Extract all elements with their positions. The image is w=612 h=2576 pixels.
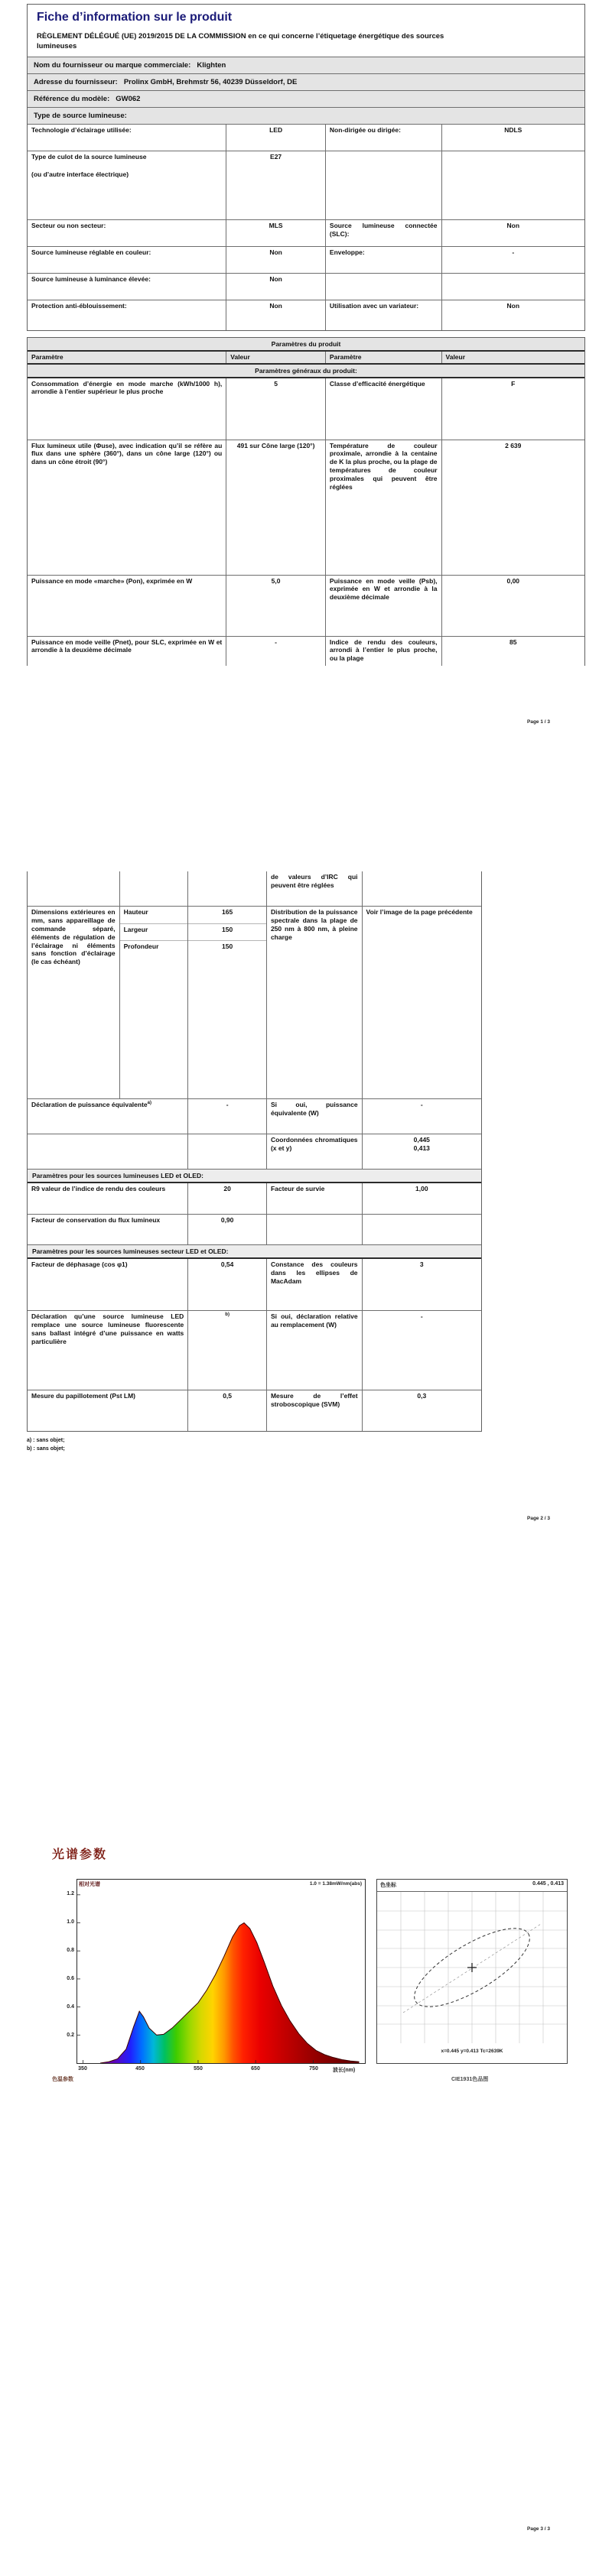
page-title: Fiche d’information sur le produit bbox=[37, 11, 233, 24]
param-value-cell: Non bbox=[226, 274, 325, 300]
page-2-table bbox=[27, 871, 482, 1432]
param-value-cell: Voir l’image de la page précédente bbox=[362, 907, 481, 1098]
column-header: Paramètre bbox=[325, 352, 441, 363]
chromaticity-point-marker bbox=[467, 1963, 477, 1972]
empty-cell bbox=[28, 871, 119, 906]
table-row-useful-flux bbox=[28, 440, 584, 575]
y-tick-marks bbox=[77, 1895, 80, 2035]
param-label-cell: Puissance en mode «marche» (Pon), exprimée en W bbox=[31, 576, 193, 585]
dimension-value: 165 bbox=[188, 907, 266, 924]
column-header-row bbox=[28, 352, 584, 365]
param-value-cell: - bbox=[187, 1099, 266, 1134]
page-2-footer: Page 2 / 3 bbox=[527, 1516, 550, 1521]
table-row-energy-consumption bbox=[28, 378, 584, 440]
supplier-name-label: Nom du fournisseur ou marque commerciale: bbox=[34, 60, 191, 70]
param-label-cell: Facteur de déphasage (cos φ1) bbox=[31, 1260, 128, 1268]
param-value-cell: 5,0 bbox=[226, 576, 325, 636]
mains-led-oled-section-header: Paramètres pour les sources lumineuses secteur LED et OLED: bbox=[28, 1244, 481, 1259]
page-1 bbox=[27, 4, 585, 666]
param-label-cell: Mesure de l’effet stroboscopique (SVM) bbox=[266, 1390, 362, 1431]
supplier-address-row bbox=[28, 73, 584, 90]
param-value-cell: - bbox=[226, 637, 325, 666]
param-value-cell: - bbox=[362, 1311, 481, 1390]
param-value-cell bbox=[187, 1311, 266, 1390]
param-value-cell bbox=[441, 151, 584, 219]
table-row-displacement-factor bbox=[28, 1259, 481, 1310]
regulation-text: RÈGLEMENT DÉLÉGUÉ (UE) 2019/2015 DE LA COMMISSION en ce qui concerne l’étiquetage énergétique des sources lumineuses bbox=[37, 32, 444, 50]
chromaticity-header-label: 色坐标 bbox=[380, 1883, 396, 1888]
param-value-cell: 0,54 bbox=[187, 1259, 266, 1310]
supplier-name-row bbox=[28, 57, 584, 73]
header-and-supplier-table bbox=[27, 4, 585, 331]
param-value-cell: 0,3 bbox=[362, 1390, 481, 1431]
param-label-cell: Distribution de la puissance spectrale dans la plage de 250 nm à 800 nm, à pleine charge bbox=[266, 907, 362, 1098]
dimension-name-subcolumn bbox=[119, 907, 188, 1098]
x-tick-label: 450 bbox=[135, 2066, 145, 2072]
param-label-cell: Température de couleur proximale, arrondie à la centaine de K la plus proche, ou la plage de températures de couleur proximales qui peuvent être réglées bbox=[325, 440, 441, 575]
empty-cell bbox=[362, 1215, 481, 1244]
model-reference-value: GW062 bbox=[116, 94, 141, 103]
column-header: Valeur bbox=[441, 352, 584, 363]
table-row-technology bbox=[28, 124, 584, 151]
param-value-cell bbox=[441, 274, 584, 300]
table-row-equivalent-power bbox=[28, 1098, 481, 1134]
param-label-cell: Source lumineuse réglable en couleur: bbox=[31, 248, 151, 256]
page-1-footer: Page 1 / 3 bbox=[527, 719, 550, 725]
supplier-address-label: Adresse du fournisseur: bbox=[34, 77, 118, 86]
param-value-cell: Non bbox=[441, 300, 584, 330]
param-label-cell: R9 valeur de l’indice de rendu des couleurs bbox=[31, 1185, 166, 1192]
table-row-cri-continuation bbox=[28, 871, 481, 906]
spd-plot-canvas bbox=[77, 1880, 365, 2063]
chromaticity-y: 0,413 bbox=[413, 1144, 430, 1152]
param-value-cell: NDLS bbox=[441, 125, 584, 151]
empty-cell bbox=[187, 871, 266, 906]
column-header: Valeur bbox=[226, 352, 325, 363]
param-label-cell: Coordonnées chromatiques (x et y) bbox=[266, 1134, 362, 1169]
y-tick-label: 1.0 bbox=[67, 1919, 74, 1925]
param-value-cell: 3 bbox=[362, 1259, 481, 1310]
param-label-cell bbox=[28, 151, 226, 219]
param-label-cell: Secteur ou non secteur: bbox=[31, 221, 106, 229]
param-label-cell: Utilisation avec un variateur: bbox=[325, 300, 441, 330]
figure-caption-left: 色温参数 bbox=[52, 2077, 73, 2082]
param-label-cell: Si oui, déclaration relative au remplacement (W) bbox=[266, 1311, 362, 1390]
table-row-lumen-maintenance bbox=[28, 1214, 481, 1244]
y-tick-label: 0.8 bbox=[67, 1948, 74, 1953]
y-axis-label: 相对光谱 bbox=[79, 1882, 100, 1887]
param-value-cell: MLS bbox=[226, 220, 325, 246]
param-value-cell: E27 bbox=[226, 151, 325, 219]
page-3-figure bbox=[27, 1844, 585, 2097]
supplier-name-value: Klighten bbox=[197, 60, 226, 70]
footnote-b: b) : sans objet; bbox=[27, 1446, 65, 1452]
param-value-cell: - bbox=[441, 247, 584, 273]
y-tick-label: 0.2 bbox=[67, 2033, 74, 2038]
table-row-on-mode-power bbox=[28, 575, 584, 636]
x-tick-label: 750 bbox=[309, 2066, 318, 2072]
param-label-cell bbox=[28, 1099, 187, 1134]
footnote-marker-b: b) bbox=[225, 1312, 230, 1318]
param-value-cell: 491 sur Cône large (120°) bbox=[226, 440, 325, 575]
param-label-cell: Consommation d’énergie en mode marche (kWh/1000 h), arrondie à l’entier supérieur le plus proche bbox=[31, 379, 223, 396]
param-label-cell: Non-dirigée ou dirigée: bbox=[325, 125, 441, 151]
spd-plot bbox=[76, 1879, 366, 2064]
param-label-cell bbox=[325, 151, 441, 219]
param-label-cell: Flux lumineux utile (Φuse), avec indication qu’il se réfère au flux dans une sphère (360°), dans un cône large (120°) ou dans un cône étroit (90°) bbox=[31, 441, 223, 466]
x-tick-label: 650 bbox=[251, 2066, 260, 2072]
light-source-type-header bbox=[28, 107, 584, 124]
param-value-cell: Non bbox=[226, 247, 325, 273]
empty-cell bbox=[187, 1134, 266, 1169]
param-label-cell: Source lumineuse connectée (SLC): bbox=[325, 220, 441, 246]
parameters-title: Paramètres du produit bbox=[28, 338, 584, 352]
param-label-cell: Puissance en mode veille (Psb), exprimée en W et arrondie à la deuxième décimale bbox=[325, 576, 441, 636]
table-row-flicker bbox=[28, 1390, 481, 1431]
param-label-cell bbox=[325, 274, 441, 300]
title-block bbox=[28, 5, 584, 57]
param-label-cell: Technologie d’éclairage utilisée: bbox=[31, 125, 132, 134]
x-tick-label: 350 bbox=[78, 2066, 87, 2072]
param-value-cell bbox=[362, 1134, 481, 1169]
footnote-a: a) : sans objet; bbox=[27, 1438, 65, 1443]
param-label-cell: de valeurs d’IRC qui peuvent être réglées bbox=[266, 871, 362, 906]
empty-cell bbox=[266, 1215, 362, 1244]
param-value-cell: 20 bbox=[187, 1183, 266, 1214]
param-value-cell: 2 639 bbox=[441, 440, 584, 575]
dimension-value: 150 bbox=[222, 942, 233, 950]
table-row-dimensions bbox=[28, 906, 481, 1098]
table-row-chromaticity bbox=[28, 1134, 481, 1169]
param-label-cell: Indice de rendu des couleurs, arrondi à l’entier le plus proche, ou la plage bbox=[325, 637, 441, 666]
param-value-cell: 1,00 bbox=[362, 1183, 481, 1214]
figure-caption-right: CIE1931色品图 bbox=[451, 2077, 489, 2082]
footnote-marker-a: a) bbox=[147, 1101, 151, 1106]
empty-cell bbox=[362, 871, 481, 906]
param-value-cell: 0,90 bbox=[187, 1215, 266, 1244]
scale-annotation: 1.0 = 1.38mW/nm(abs) bbox=[309, 1881, 362, 1887]
table-row-replacement-claim bbox=[28, 1310, 481, 1390]
param-label-cell: Si oui, puissance équivalente (W) bbox=[266, 1099, 362, 1134]
param-value-cell: 85 bbox=[441, 637, 584, 666]
column-header: Paramètre bbox=[28, 352, 226, 363]
dimension-name: Profondeur bbox=[123, 942, 159, 950]
page-2 bbox=[27, 871, 482, 1452]
dimension-name: Hauteur bbox=[120, 907, 188, 924]
led-oled-section-header: Paramètres pour les sources lumineuses LED et OLED: bbox=[28, 1169, 481, 1183]
param-label-cell: Facteur de survie bbox=[266, 1183, 362, 1214]
param-label-cell: Source lumineuse à luminance élevée: bbox=[31, 274, 151, 283]
chromaticity-grid bbox=[377, 1892, 567, 2043]
table-row-standby-power bbox=[28, 636, 584, 666]
param-value-cell: 0,5 bbox=[187, 1390, 266, 1431]
param-label-cell: Dimensions extérieures en mm, sans appareillage de commande séparé, éléments de régulation de l’éclairage ni éléments sans fonction d’éclairage (le cas échéant) bbox=[31, 908, 116, 966]
dimension-value: 150 bbox=[188, 924, 266, 941]
param-value-cell: Non bbox=[226, 300, 325, 330]
empty-cell bbox=[28, 1134, 187, 1169]
param-value-cell: F bbox=[441, 378, 584, 440]
chromaticity-panel bbox=[376, 1879, 568, 2064]
product-parameters-table bbox=[27, 337, 585, 666]
param-label-cell: Classe d’efficacité énergétique bbox=[325, 378, 441, 440]
chromaticity-x: 0,445 bbox=[413, 1136, 430, 1144]
param-label-cell: Enveloppe: bbox=[325, 247, 441, 273]
dimension-name: Largeur bbox=[120, 924, 188, 941]
table-row-r9 bbox=[28, 1183, 481, 1214]
table-row-colour-tunable bbox=[28, 246, 584, 273]
chromaticity-header-value: 0.445 , 0.413 bbox=[532, 1881, 564, 1887]
model-reference-label: Référence du modèle: bbox=[34, 94, 110, 103]
x-axis-label: 波长(nm) bbox=[333, 2068, 356, 2073]
equivalent-power-label: Déclaration de puissance équivalente bbox=[31, 1101, 148, 1108]
param-value-cell: 0,00 bbox=[441, 576, 584, 636]
table-row-mains bbox=[28, 219, 584, 246]
chromaticity-result: x=0.445 y=0.413 Tc=2639K bbox=[441, 2049, 503, 2054]
table-row-high-luminance bbox=[28, 273, 584, 300]
y-tick-label: 0.4 bbox=[67, 2004, 74, 2010]
dimension-value-subcolumn bbox=[187, 907, 266, 1098]
y-tick-label: 0.6 bbox=[67, 1976, 74, 1981]
model-reference-row bbox=[28, 90, 584, 107]
x-tick-label: 550 bbox=[194, 2066, 203, 2072]
param-value-cell: 5 bbox=[226, 378, 325, 440]
param-value-cell: Non bbox=[441, 220, 584, 246]
param-label-cell: Puissance en mode veille (Pnet), pour SLC, exprimée en W et arrondie à la deuxième décimale bbox=[31, 638, 223, 654]
param-label-cell: Facteur de conservation du flux lumineux bbox=[31, 1216, 161, 1224]
cap-type-line1: Type de culot de la source lumineuse bbox=[31, 152, 147, 161]
supplier-address-value: Prolinx GmbH, Brehmstr 56, 40239 Düsseldorf, DE bbox=[123, 77, 298, 86]
spectrum-figure-title: 光谱参数 bbox=[52, 1848, 108, 1861]
y-tick-label: 1.2 bbox=[67, 1891, 74, 1896]
chromaticity-panel-header bbox=[377, 1880, 567, 1892]
table-row-anti-glare bbox=[28, 300, 584, 330]
light-source-type-label: Type de source lumineuse: bbox=[34, 111, 127, 120]
empty-cell bbox=[119, 871, 188, 906]
param-label-cell: Constance des couleurs dans les ellipses de MacAdam bbox=[266, 1259, 362, 1310]
general-parameters-header: Paramètres généraux du produit: bbox=[28, 365, 584, 378]
page-3-footer: Page 3 / 3 bbox=[527, 2526, 550, 2532]
param-label-cell: Mesure du papillotement (Pst LM) bbox=[31, 1392, 136, 1400]
param-value-cell: LED bbox=[226, 125, 325, 151]
table-row-cap-type bbox=[28, 151, 584, 219]
param-label-cell: Protection anti-éblouissement: bbox=[31, 301, 127, 310]
param-label-cell: Déclaration qu’une source lumineuse LED remplace une source lumineuse fluorescente sans ballast intégré d’une puissance en watts particulière bbox=[31, 1312, 184, 1345]
param-value-cell: - bbox=[362, 1099, 481, 1134]
cap-type-line2: (ou d’autre interface électrique) bbox=[31, 170, 129, 178]
